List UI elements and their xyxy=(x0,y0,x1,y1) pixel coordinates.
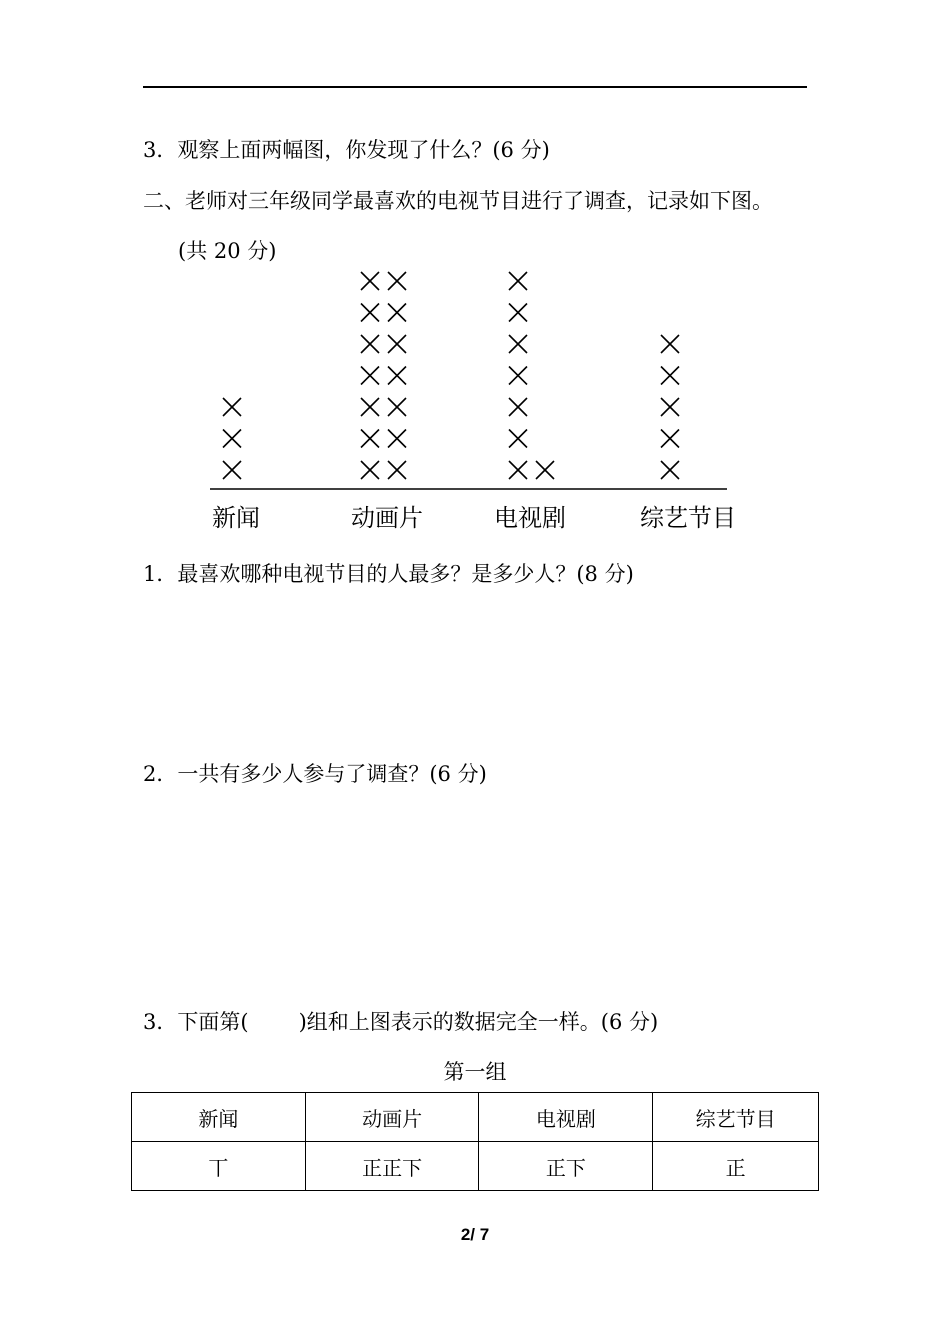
tally-cell: 正下 xyxy=(479,1142,653,1191)
x-mark xyxy=(388,461,406,479)
category-label-news: 新闻 xyxy=(212,504,260,532)
category-label-variety: 综艺节目 xyxy=(640,504,736,532)
x-mark xyxy=(661,430,679,448)
table-header-row xyxy=(132,1093,819,1142)
question-3-suffix: )组和上图表示的数据完全一样。(6 分) xyxy=(298,1010,659,1034)
x-mark xyxy=(388,430,406,448)
x-mark xyxy=(361,430,379,448)
tally-cell: 正正下 xyxy=(305,1142,479,1191)
header-rule xyxy=(143,86,807,88)
section-2-title: 二、老师对三年级同学最喜欢的电视节目进行了调查，记录如下图。 xyxy=(143,189,773,213)
x-mark xyxy=(361,335,379,353)
x-mark xyxy=(509,430,527,448)
x-mark xyxy=(223,398,241,416)
category-label-tv-drama: 电视剧 xyxy=(494,504,566,532)
x-mark xyxy=(661,461,679,479)
table-row xyxy=(132,1142,819,1191)
x-mark xyxy=(388,335,406,353)
x-mark xyxy=(388,304,406,322)
question-2: 2．一共有多少人参与了调查？(6 分) xyxy=(143,762,487,786)
question-1: 1．最喜欢哪种电视节目的人最多？是多少人？(8 分) xyxy=(143,562,634,586)
x-mark xyxy=(509,398,527,416)
x-mark xyxy=(361,398,379,416)
x-mark xyxy=(509,367,527,385)
question-3-prefix: 3．下面第( xyxy=(143,1010,249,1034)
x-mark xyxy=(361,461,379,479)
tally-cell: 正 xyxy=(653,1142,819,1191)
table-caption: 第一组 xyxy=(443,1060,507,1084)
x-mark xyxy=(223,461,241,479)
x-mark xyxy=(361,304,379,322)
x-mark xyxy=(361,367,379,385)
table-header-cell: 电视剧 xyxy=(479,1093,653,1142)
question-3-observe: 3．观察上面两幅图，你发现了什么？(6 分) xyxy=(143,138,550,162)
tally-table xyxy=(131,1092,819,1191)
category-label-cartoon: 动画片 xyxy=(351,504,423,532)
question-3 xyxy=(143,1006,658,1036)
tally-cell: 丅 xyxy=(132,1142,306,1191)
table-header-cell: 综艺节目 xyxy=(653,1093,819,1142)
page-number: 2/ 7 xyxy=(460,1225,490,1244)
table-header-cell: 新闻 xyxy=(132,1093,306,1142)
x-mark xyxy=(509,272,527,290)
x-mark xyxy=(223,430,241,448)
x-mark xyxy=(661,398,679,416)
x-mark xyxy=(388,367,406,385)
table-header-cell: 动画片 xyxy=(305,1093,479,1142)
section-2-points: (共 20 分) xyxy=(178,239,277,263)
x-mark xyxy=(388,398,406,416)
x-mark xyxy=(509,335,527,353)
x-mark xyxy=(661,335,679,353)
x-mark xyxy=(509,461,527,479)
x-mark xyxy=(509,304,527,322)
x-mark xyxy=(536,461,554,479)
x-mark xyxy=(361,272,379,290)
x-mark xyxy=(661,367,679,385)
x-mark xyxy=(388,272,406,290)
